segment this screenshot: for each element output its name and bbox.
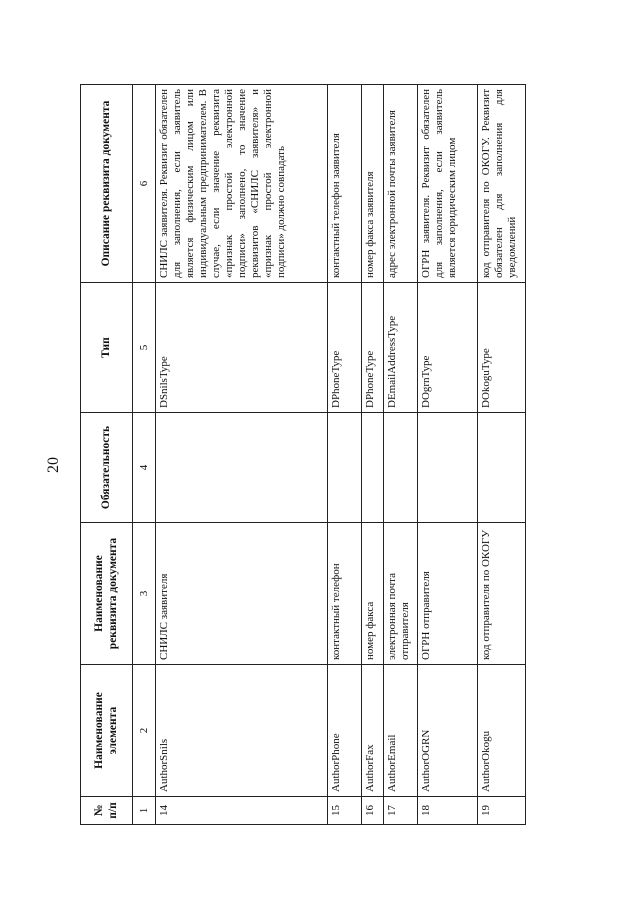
table-row — [328, 85, 362, 825]
row-type: DOgrnType — [418, 283, 478, 413]
row-name: ОГРН отправителя — [418, 523, 478, 665]
row-type: DPhoneType — [362, 283, 384, 413]
row-type: DEmailAddressType — [384, 283, 418, 413]
row-name: номер факса — [362, 523, 384, 665]
col-number: 1 — [133, 797, 156, 825]
row-required — [418, 413, 478, 523]
row-name: контактный телефон — [328, 523, 362, 665]
row-element: AuthorEmail — [384, 665, 418, 797]
row-desc: адрес электронной почты заявителя — [384, 85, 418, 283]
col-number: 4 — [133, 413, 156, 523]
row-desc: код отправителя по ОКОГУ. Реквизит обязателен для заполнения для уведомлений — [478, 85, 526, 283]
col-number: 5 — [133, 283, 156, 413]
row-name: электронная почта отправителя — [384, 523, 418, 665]
col-header-num: № п/п — [81, 797, 133, 825]
row-element: AuthorOGRN — [418, 665, 478, 797]
table-row — [156, 85, 328, 825]
col-number: 6 — [133, 85, 156, 283]
table-row — [362, 85, 384, 825]
col-header-required: Обязательность — [81, 413, 133, 523]
row-element: AuthorSnils — [156, 665, 328, 797]
col-header-type: Тип — [81, 283, 133, 413]
row-name: код отправителя по ОКОГУ — [478, 523, 526, 665]
row-num: 19 — [478, 797, 526, 825]
col-number: 3 — [133, 523, 156, 665]
row-required — [384, 413, 418, 523]
row-type: DOkoguType — [478, 283, 526, 413]
row-required — [156, 413, 328, 523]
col-number: 2 — [133, 665, 156, 797]
row-required — [478, 413, 526, 523]
row-type: DSnilsType — [156, 283, 328, 413]
table-row — [478, 85, 526, 825]
col-header-desc: Описание реквизита документа — [81, 85, 133, 283]
row-num: 18 — [418, 797, 478, 825]
row-name: СНИЛС заявителя — [156, 523, 328, 665]
row-required — [328, 413, 362, 523]
row-num: 14 — [156, 797, 328, 825]
column-number-row — [133, 85, 156, 825]
row-num: 15 — [328, 797, 362, 825]
header-row — [81, 85, 133, 825]
requisites-table — [80, 84, 526, 825]
row-desc: СНИЛС заявителя. Реквизит обязателен для заполнения, если заявитель является физическим лицом или индивидуальным предпринимателем. В случае, если значение реквизита «признак простой электронной подписи» заполнено, то значение реквизитов «СНИЛС заявителя» и «признак простой электронной подписи» должно совпадать — [156, 85, 328, 283]
col-header-name: Наименование реквизита документа — [81, 523, 133, 665]
row-desc: номер факса заявителя — [362, 85, 384, 283]
row-element: AuthorOkogu — [478, 665, 526, 797]
row-desc: ОГРН заявителя. Реквизит обязателен для заполнения, если заявитель является юридическим лицом — [418, 85, 478, 283]
row-element: AuthorFax — [362, 665, 384, 797]
col-header-element: Наименование элемента — [81, 665, 133, 797]
row-required — [362, 413, 384, 523]
row-type: DPhoneType — [328, 283, 362, 413]
row-num: 17 — [384, 797, 418, 825]
row-element: AuthorPhone — [328, 665, 362, 797]
row-num: 16 — [362, 797, 384, 825]
row-desc: контактный телефон заявителя — [328, 85, 362, 283]
page-number: 20 — [45, 457, 62, 473]
table-container — [80, 85, 520, 825]
table-row — [418, 85, 478, 825]
table-row — [384, 85, 418, 825]
